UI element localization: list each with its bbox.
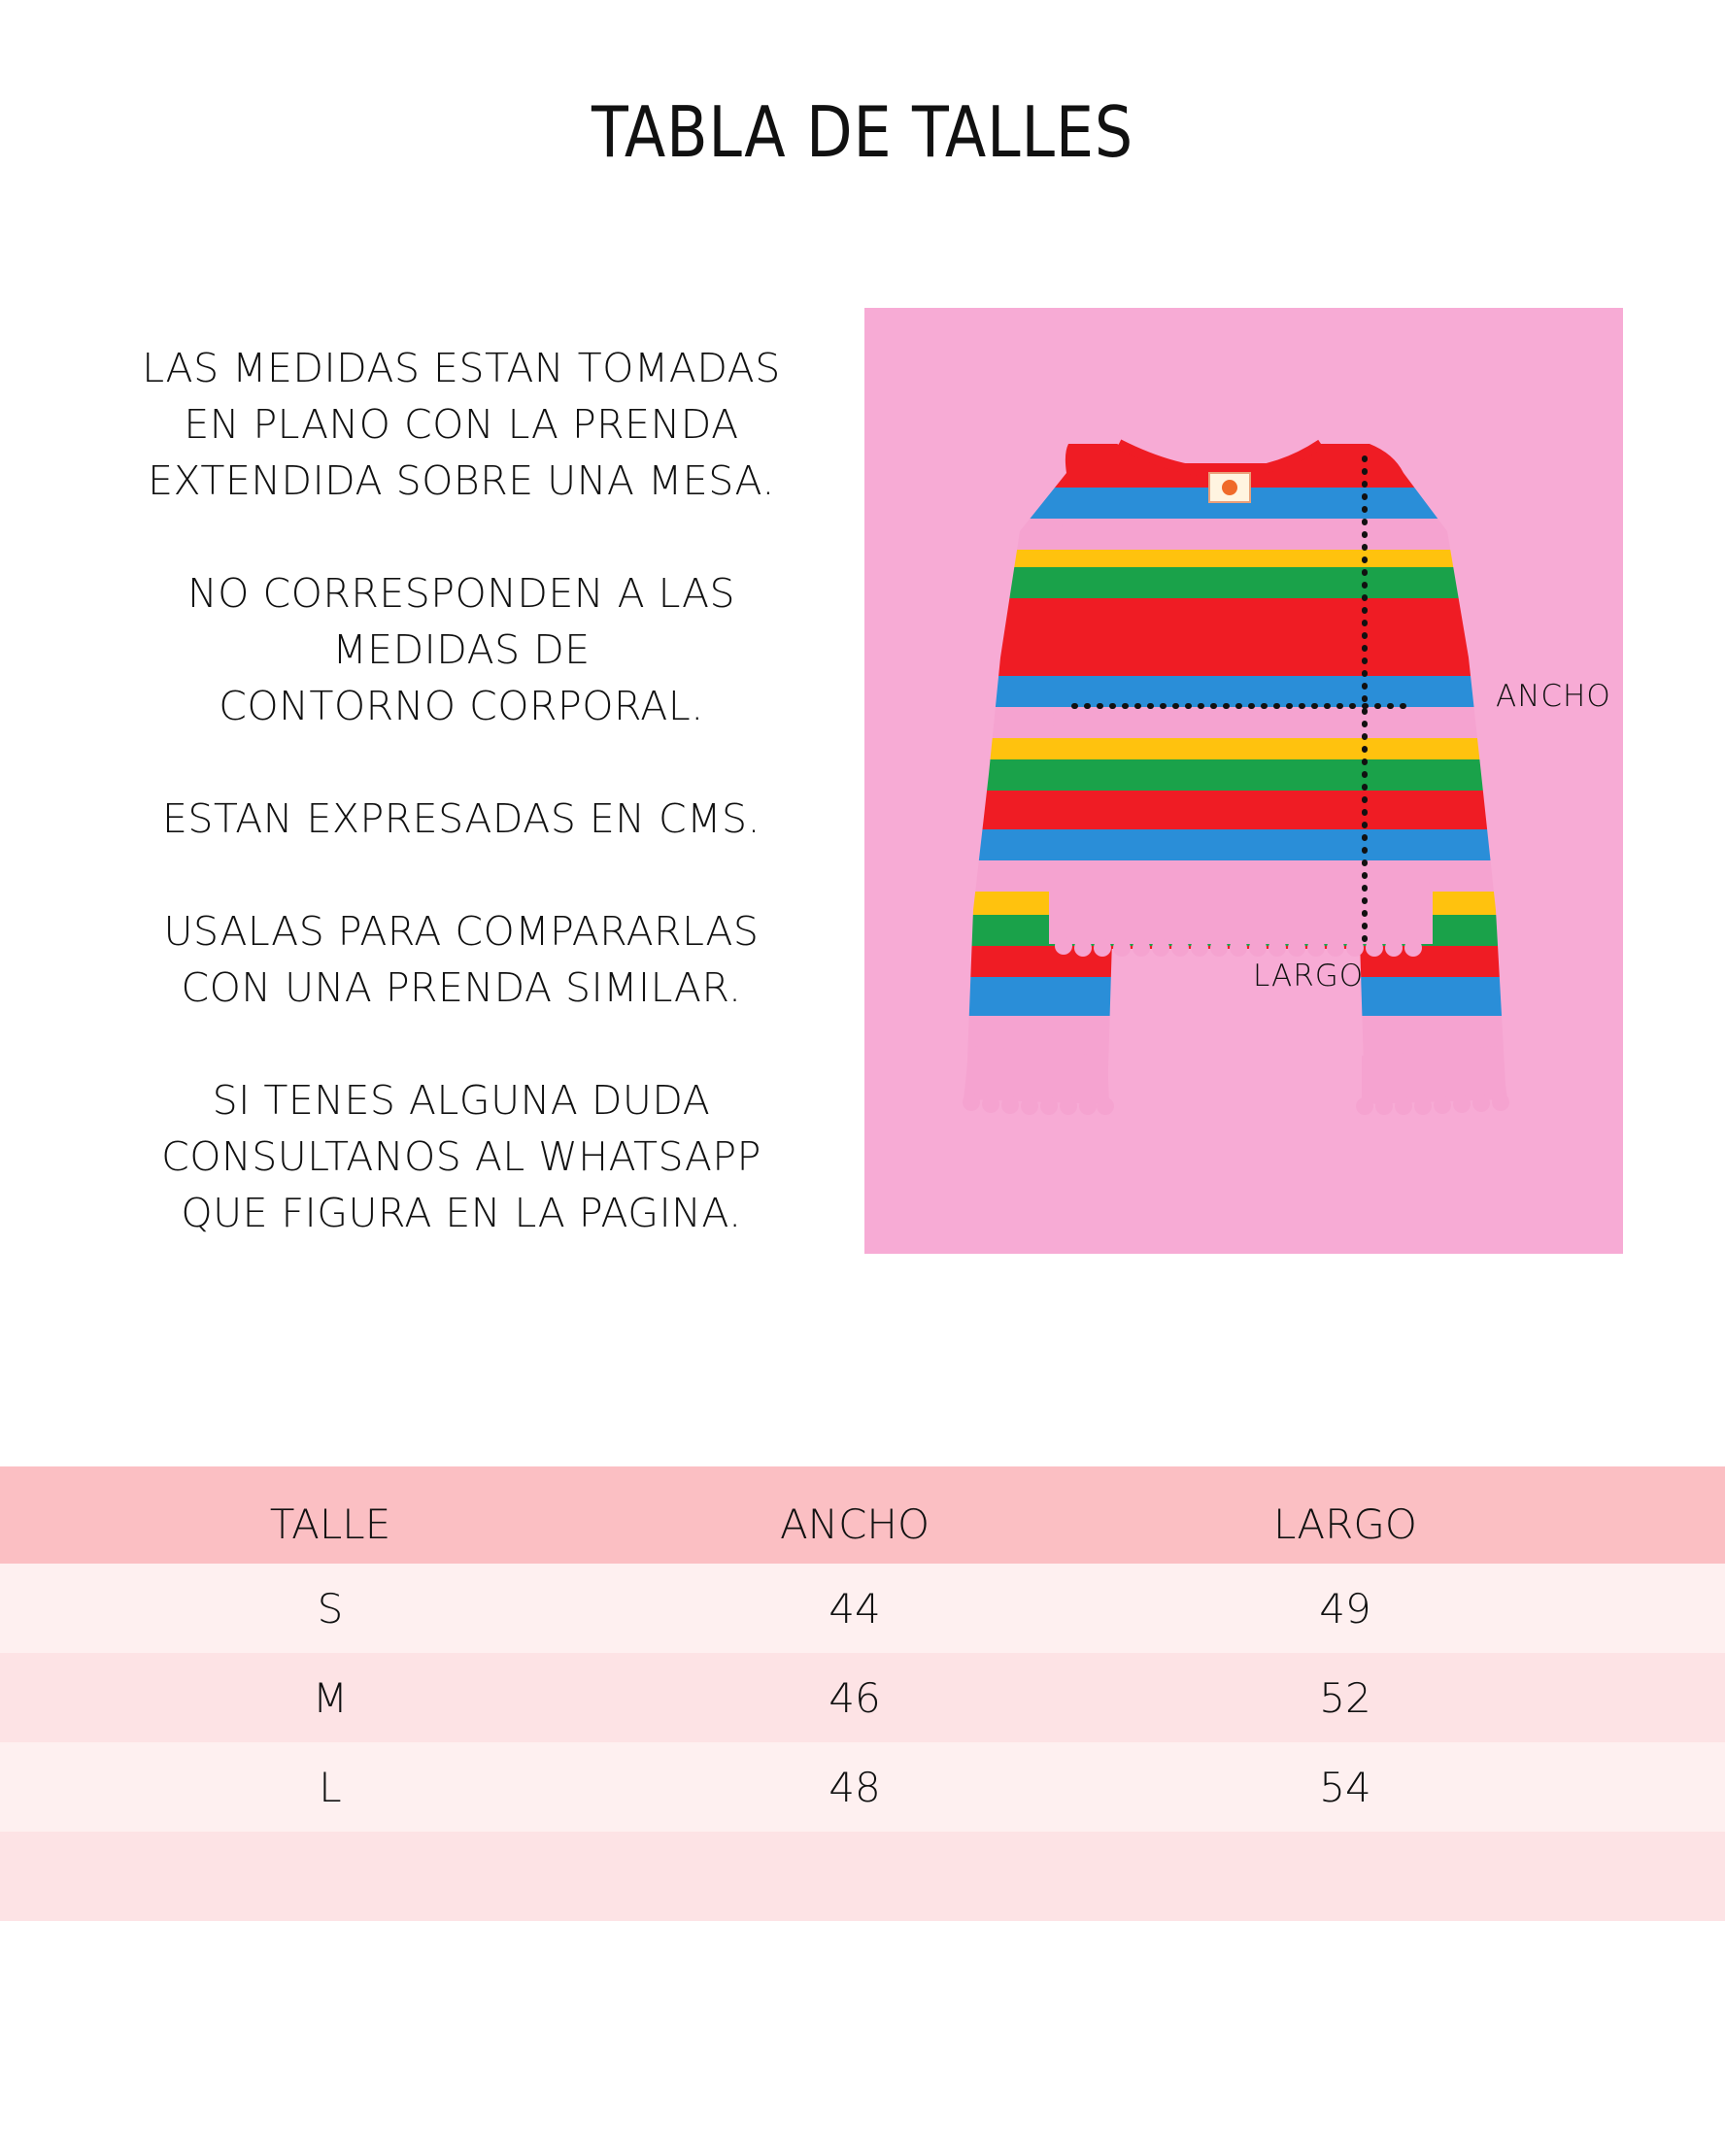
cell-length: 49 bbox=[1319, 1584, 1371, 1633]
length-label: LARGO bbox=[1253, 959, 1365, 994]
table-row bbox=[0, 1742, 1725, 1832]
note-paragraph: USALAS PARA COMPARARLAS CON UNA PRENDA SIMILAR. bbox=[163, 908, 760, 1011]
page-title: TABLA DE TALLES bbox=[591, 91, 1134, 173]
table-header-row bbox=[0, 1466, 1725, 1564]
cell-size: S bbox=[317, 1584, 344, 1633]
note-paragraph: LAS MEDIDAS ESTAN TOMADAS EN PLANO CON LA PRENDA EXTENDIDA SOBRE UNA MESA. bbox=[142, 345, 781, 504]
header-ancho: ANCHO bbox=[779, 1499, 930, 1548]
cell-width: 44 bbox=[829, 1584, 881, 1633]
cell-length: 52 bbox=[1319, 1673, 1371, 1722]
sweater-illustration bbox=[864, 308, 1623, 1254]
header-talle: TALLE bbox=[269, 1499, 391, 1548]
table-row bbox=[0, 1564, 1725, 1653]
sweater-photo bbox=[864, 308, 1623, 1254]
cell-width bbox=[758, 1832, 952, 1921]
cell-size: M bbox=[312, 1673, 349, 1722]
cell-size bbox=[233, 1832, 427, 1921]
table-row bbox=[0, 1653, 1725, 1742]
note-paragraph: NO CORRESPONDEN A LAS MEDIDAS DE CONTORNO CORPORAL. bbox=[186, 570, 736, 729]
cell-size: L bbox=[319, 1763, 342, 1811]
cell-length bbox=[1248, 1832, 1442, 1921]
table-row bbox=[0, 1832, 1725, 1921]
note-paragraph: ESTAN EXPRESADAS EN CMS. bbox=[161, 795, 761, 842]
cell-length: 54 bbox=[1319, 1763, 1371, 1811]
note-paragraph: SI TENES ALGUNA DUDA CONSULTANOS AL WHATSAPP QUE FIGURA EN LA PAGINA. bbox=[161, 1077, 761, 1236]
size-table bbox=[0, 1466, 1725, 1921]
cell-width: 46 bbox=[829, 1673, 881, 1722]
measurement-notes bbox=[136, 340, 787, 1297]
cell-width: 48 bbox=[829, 1763, 881, 1811]
width-label: ANCHO bbox=[1496, 679, 1611, 714]
header-largo: LARGO bbox=[1273, 1499, 1417, 1548]
